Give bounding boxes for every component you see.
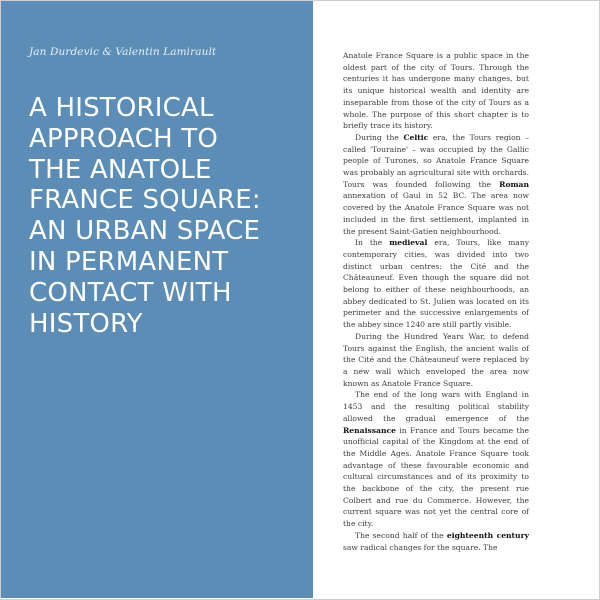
paragraph-renaissance	[343, 389, 529, 529]
bold-term-renaissance: Renaissance	[343, 425, 396, 435]
title-line: HISTORY	[29, 308, 143, 339]
text-span: In the	[355, 238, 390, 248]
title-line: FRANCE SQUARE:	[29, 185, 261, 216]
title-line: CONTACT WITH	[29, 277, 232, 308]
bold-term-medieval: medieval	[389, 238, 428, 248]
text-span: During the	[355, 132, 404, 142]
paragraph-celtic-roman	[343, 132, 529, 237]
paragraph-eighteenth-century	[343, 530, 529, 553]
title-line: IN PERMANENT	[29, 246, 229, 277]
body-text-column	[343, 50, 529, 553]
text-span: era, the Tours region – called 'Touraine' – was occupied by the Gallic people of Turones, so Anatole France Square was probably an agricultural site with orchards. Tours was founded following the	[343, 132, 529, 189]
authors-line: Jan Durdevic & Valentin Lamirault	[29, 46, 217, 58]
title-line: APPROACH TO	[29, 123, 219, 154]
text-span: saw radical changes for the square. The	[343, 542, 498, 552]
text-span: The second half of the	[355, 530, 447, 540]
paragraph-hundred-years-war: During the Hundred Years War, to defend Tours against the English, the ancient walls of the Cité and the Châteauneuf were replaced by a new wall which enveloped the area now known as Anatole France Square.	[343, 331, 529, 388]
bold-term-eighteenth-century: eighteenth century	[446, 530, 529, 540]
title-line: THE ANATOLE	[29, 154, 212, 185]
title-line: A HISTORICAL	[29, 93, 214, 123]
bold-term-roman: Roman	[499, 179, 529, 189]
bold-term-celtic: Celtic	[403, 132, 429, 142]
chapter-title	[29, 93, 309, 339]
text-span: era, Tours, like many contemporary cities, was divided into two distinct urban centres: the Cité and the Châteauneuf. Even though the square did not belong to either of these neighbourhoods, an abbey dedicated to St. Julien was located on its perimeter and the successive enlargements of the abbey since 1240 are still partly visible.	[343, 238, 530, 330]
title-panel	[1, 1, 313, 598]
text-span: The end of the long wars with England in 1453 and the resulting political stability allowed the gradual emergence of the	[343, 390, 529, 423]
text-span: in France and Tours became the unofficial capital of the Kingdom at the end of the Middle Ages. Anatole France Square took advantage of these favourable economic and cultural circumstances and of its proximity to the backbone of the city, the present rue Colbert and rue du Commerce. However, the current square was not yet the central core of the city.	[343, 425, 529, 529]
paragraph-medieval	[343, 237, 529, 331]
text-span: annexation of Gaul in 52 BC. The area now covered by the Anatole France Square was not included in the first settlement, implanted in the present Saint-Gatien neighbourhood.	[343, 191, 529, 236]
paragraph-intro: Anatole France Square is a public space in the oldest part of the city of Tours. Through the centuries it has undergone many changes, but its unique historical wealth and identity are inseparable from those of the city of Tours as a whole. The purpose of this short chapter is to briefly trace its history.	[343, 51, 529, 131]
title-line: AN URBAN SPACE	[29, 216, 261, 247]
